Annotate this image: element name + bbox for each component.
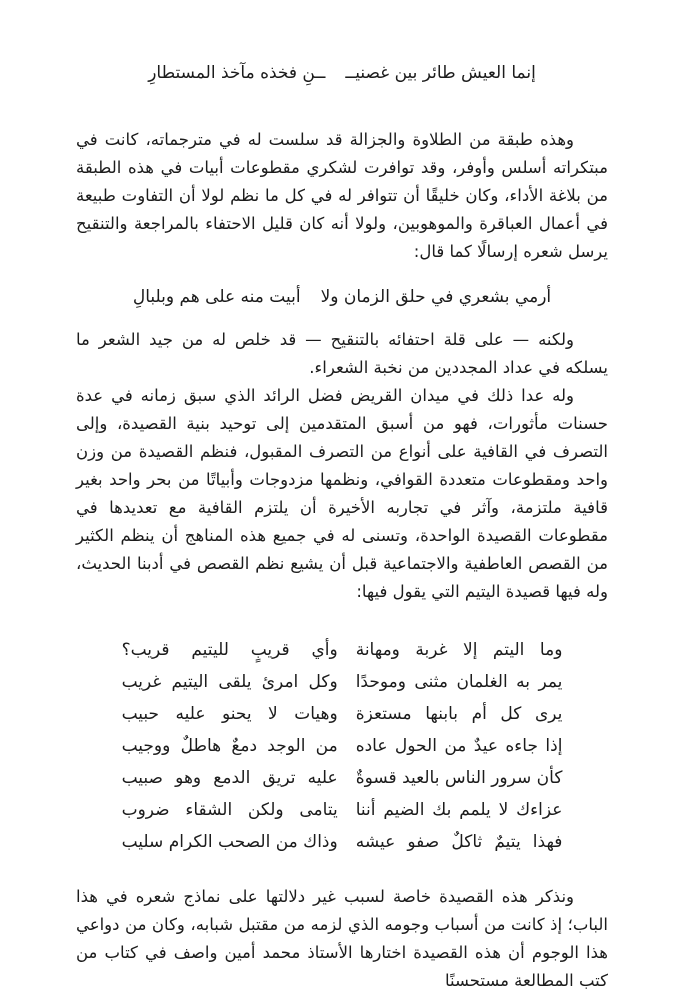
poem-hemistich-right: عزاءك لا يلمم بك الضيم أننا <box>355 800 563 820</box>
poem-hemistich-right: يرى كل أم بابنها مستعزة <box>355 704 563 724</box>
poem-row <box>122 795 563 826</box>
poem-row <box>122 635 563 666</box>
poem-hemistich-left: عليه تريق الدمع وهو صبيب <box>121 768 338 788</box>
poem-row <box>122 667 563 698</box>
poem-row <box>122 763 563 794</box>
orphan-poem <box>104 634 581 859</box>
poem-hemistich-left: من الوجد دمعٌ هاطلٌ ووجيب <box>121 736 338 756</box>
poem-hemistich-left: وهيات لا يحنو عليه حبيب <box>121 704 338 724</box>
poem-hemistich-right: إذا جاءه عيدٌ من الحول عاده <box>355 736 563 756</box>
poem-row <box>122 731 563 762</box>
opening-verse-hemistich-left: ــنِ فخذه مآخذ المستطارِ <box>148 63 326 83</box>
poem-row <box>122 699 563 730</box>
paragraph-2: ولكنه — على قلة احتفائه بالتنقيح — قد خلص له من جيد الشعر ما يسلكه في عداد المجددين من نخبة الشعراء. <box>76 330 608 377</box>
quoted-verse <box>113 282 571 312</box>
poem-hemistich-left: وكل امرئ يلقى اليتيم غريب <box>121 672 338 692</box>
quoted-verse-hemistich-left: أبيت منه على هم وبلبالِ <box>132 287 301 307</box>
poem-hemistich-left: يتامى ولكن الشقاء ضروب <box>121 800 338 820</box>
opening-verse-hemistich-right: إنما العيش طائر بين غصنيــ <box>345 63 536 83</box>
poem-hemistich-left: وأي قريبٍ لليتيم قريب؟ <box>121 640 338 660</box>
poem-hemistich-right: فهذا يتيمٌ ثاكلٌ صفو عيشه <box>355 832 563 852</box>
verse-row <box>148 58 536 88</box>
poem-row <box>122 827 563 858</box>
poem-hemistich-right: يمر به الغلمان مثنى وموحدًا <box>355 672 563 692</box>
opening-verse <box>128 58 556 88</box>
poem-hemistich-left: وذاك من الصحب الكرام سليب <box>121 832 338 852</box>
verse-row <box>133 282 551 312</box>
paragraph-1: وهذه طبقة من الطلاوة والجزالة قد سلست له في مترجماته، كانت في مبتكراته أسلس وأوفر، وقد توافرت لشكري مقطوعات أبيات في هذه الطبقة من بلاغة الأداء، وكان خليقًا أن تتوافر له في كل ما نظم لولا أن التفاوت طبيعة في أعمال العباقرة والموهوبين، ولولا أنه كان قليل الاحتفاء بالمراجعة والتنقيح يرسل شعره إرسالًا كما قال: <box>76 130 608 261</box>
poem-hemistich-right: كأن سرور الناس بالعيد قسوةٌ <box>355 768 563 788</box>
quoted-verse-hemistich-right: أرمي بشعري في حلق الزمان ولا <box>320 287 552 307</box>
poem-hemistich-right: وما اليتم إلا غربة ومهانة <box>355 640 563 660</box>
paragraph-3: وله عدا ذلك في ميدان القريض فضل الرائد الذي سبق زمانه في عدة حسنات مأثورات، فهو من أسبق المتقدمين إلى توحيد بنية القصيدة، وإلى التصرف في القافية على أنواع من التصرف المقبول، فنظم القصيدة من وزن واحد ومقطوعات متعددة القوافي، ونظمها مزدوجات وأبياتًا من بحر واحد بغير قافية ملتزمة، وآثر في تجاربه الأخيرة أن يلتزم القافية مع تعديدها في مقطوعات القصيدة الواحدة، وتسنى له في جميع هذه المناهج أن ينظم الكثير من القصص العاطفية والاجتماعية قبل أن يشيع نظم القصص في أدبنا الحديث، وله فيها قصيدة اليتيم التي يقول فيها: <box>76 386 608 601</box>
paragraph-4: ونذكر هذه القصيدة خاصة لسبب غير دلالتها على نماذج شعره في هذا الباب؛ إذ كانت من أسباب وجومه الذي لزمه من مقتبل شبابه، وكان من دواعي هذا الوجوم أن هذه القصيدة اختارها الأستاذ محمد أمين واصف في كتاب من كتب المطالعة مستحسنًا <box>76 887 608 990</box>
